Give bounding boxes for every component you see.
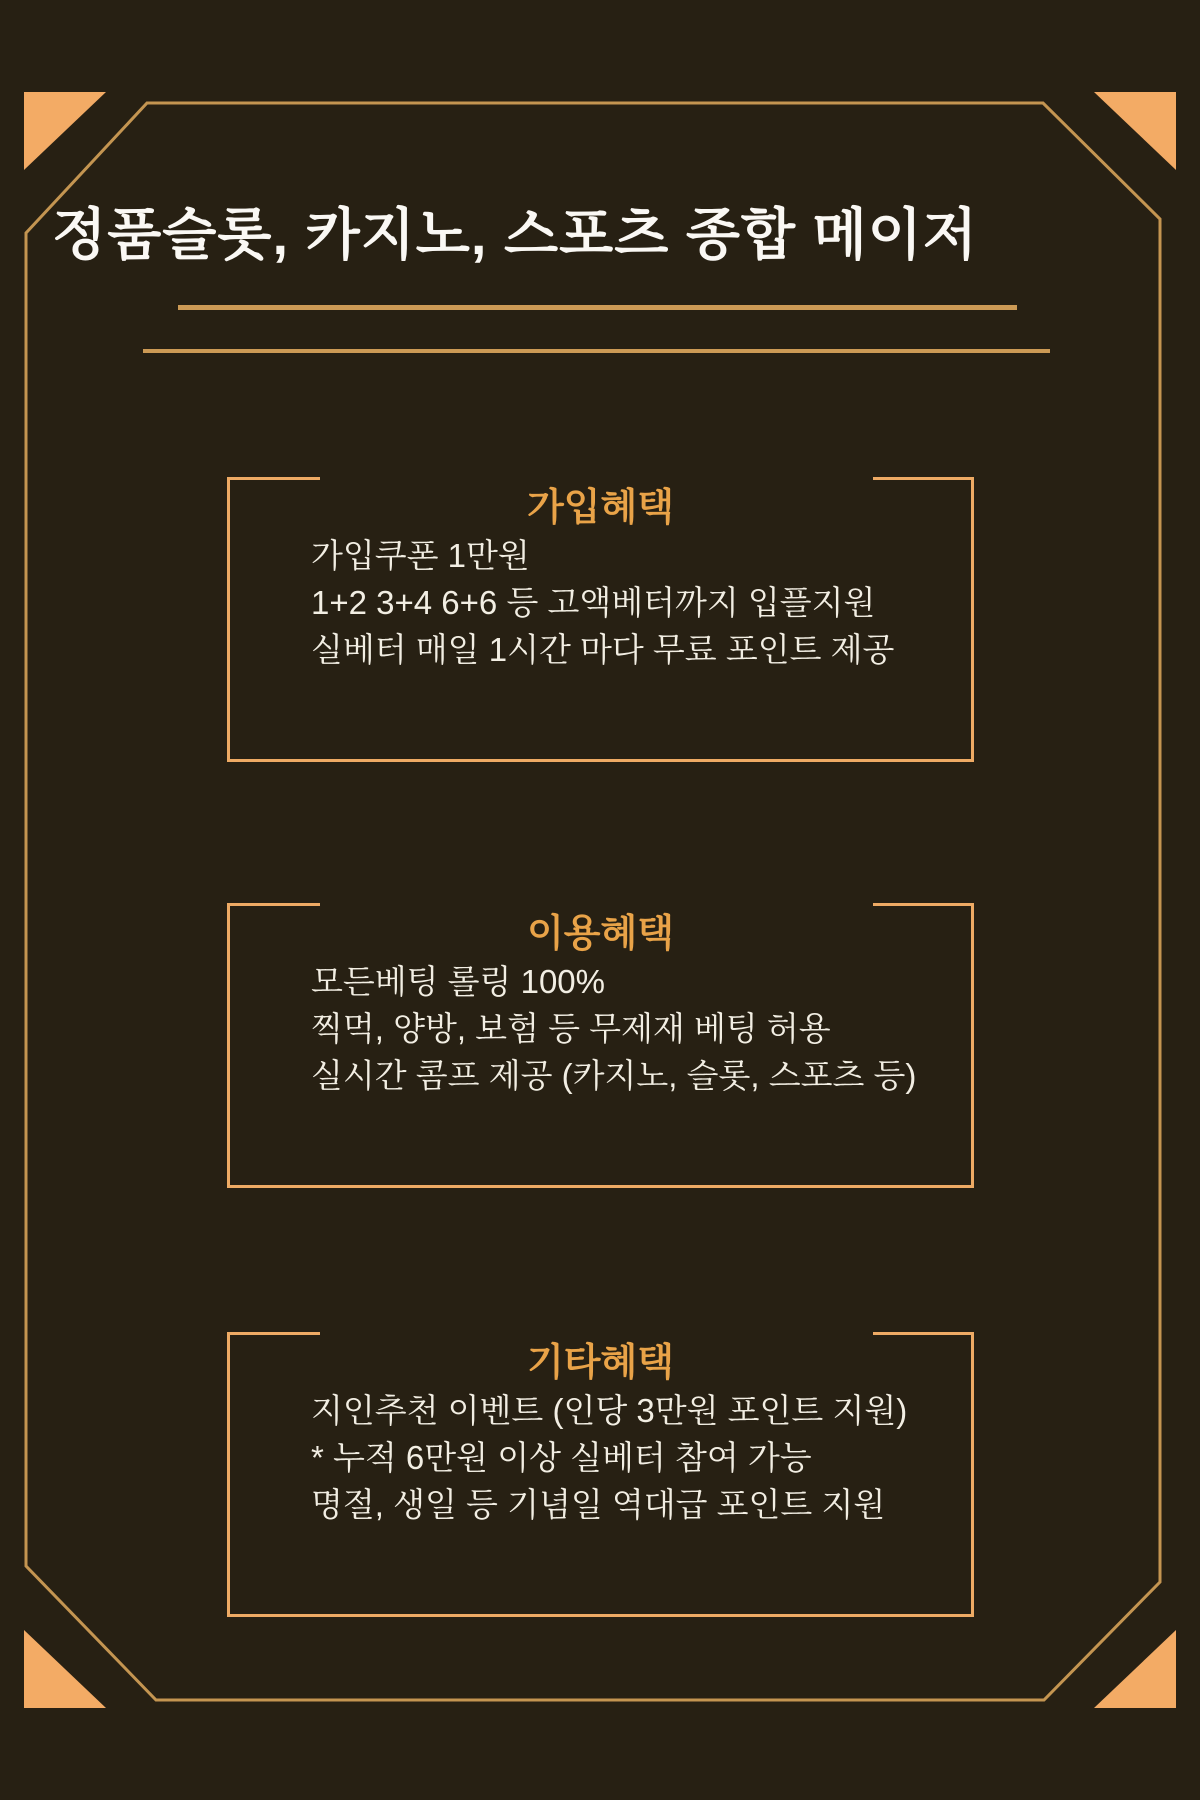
section-header-signup-benefits: 가입혜택 <box>527 486 674 529</box>
benefit-line: 1+2 3+4 6+6 등 고액베터까지 입플지원 <box>311 584 876 621</box>
other-benefits-box <box>227 1332 974 1617</box>
divider-line-top <box>178 305 1017 310</box>
box-top-border-left-segment <box>230 1332 320 1335</box>
box-top-border-left-segment <box>230 903 320 906</box>
benefit-line: 모든베팅 롤링 100% <box>311 963 606 1000</box>
box-top-border-right-segment <box>873 903 971 906</box>
benefit-line: 실베터 매일 1시간 마다 무료 포인트 제공 <box>311 631 895 668</box>
corner-triangle-bottom-right <box>1094 1630 1176 1708</box>
page-title: 정품슬롯, 카지노, 스포츠 종합 메이저 <box>52 202 978 266</box>
usage-benefits-box <box>227 903 974 1188</box>
signup-benefits-box <box>227 477 974 762</box>
box-top-border-left-segment <box>230 477 320 480</box>
section-body <box>311 532 971 673</box>
section-header-usage-benefits: 이용혜택 <box>527 912 674 955</box>
benefit-line: 찍먹, 양방, 보험 등 무제재 베팅 허용 <box>311 1010 831 1047</box>
corner-triangle-bottom-left <box>24 1630 106 1708</box>
benefit-line: 실시간 콤프 제공 (카지노, 슬롯, 스포츠 등) <box>311 1057 917 1094</box>
section-header-other-benefits: 기타혜택 <box>527 1341 674 1384</box>
box-top-border-right-segment <box>873 477 971 480</box>
box-top-border-right-segment <box>873 1332 971 1335</box>
benefit-line: * 누적 6만원 이상 실베터 참여 가능 <box>311 1439 812 1476</box>
benefit-line: 지인추천 이벤트 (인당 3만원 포인트 지원) <box>311 1392 908 1429</box>
divider-line-bottom <box>143 349 1050 353</box>
benefit-line: 가입쿠폰 1만원 <box>311 537 530 574</box>
corner-triangle-top-right <box>1094 92 1176 170</box>
benefit-line: 명절, 생일 등 기념일 역대급 포인트 지원 <box>311 1486 886 1523</box>
section-body <box>311 1387 971 1528</box>
section-body <box>311 958 971 1099</box>
